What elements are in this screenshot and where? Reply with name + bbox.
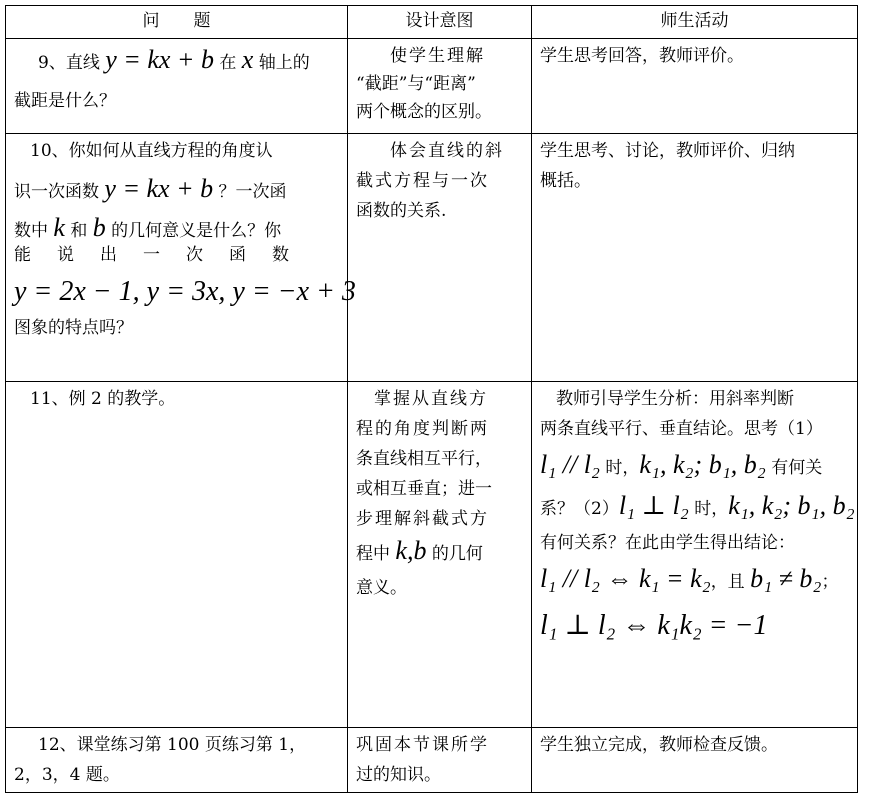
row10-intent-line3: 函数的关系. bbox=[356, 201, 447, 221]
row10-q-line4: 能说出一次函数 bbox=[14, 245, 315, 265]
row11-question bbox=[6, 382, 348, 728]
row9-intent-line1: 使学生理解 bbox=[390, 46, 485, 66]
row10-q-line6: 图象的特点吗？ bbox=[14, 318, 133, 338]
row9-activity bbox=[532, 39, 858, 134]
math-var: x bbox=[241, 45, 254, 74]
row12-q-line1: 12、课堂练习第 100 页练习第 1， bbox=[38, 735, 307, 755]
row10-intent-line2: 截式方程与一次 bbox=[356, 171, 489, 191]
row9-intent-line2: “截距”与“距离” bbox=[356, 74, 476, 94]
header-activity bbox=[532, 6, 858, 39]
text: 轴上的 bbox=[253, 53, 310, 73]
row11-intent-line7: 意义。 bbox=[356, 578, 407, 598]
row11-activity-line1: 教师引导学生分析：用斜率判断 bbox=[556, 389, 794, 409]
row11-intent-line2: 程的角度判断两 bbox=[356, 419, 489, 439]
row11-q-line1: 11、例 2 的教学。 bbox=[30, 389, 176, 409]
row11-intent bbox=[348, 382, 532, 728]
row9-q-line1 bbox=[14, 45, 339, 74]
math-formula: y = 2x − 1, y = 3x, y = −x + 3 bbox=[14, 276, 356, 307]
header-activity-text: 师生活动 bbox=[660, 11, 729, 31]
row10-question bbox=[6, 134, 356, 382]
row12-intent-line1: 巩固本节课所学 bbox=[356, 735, 489, 755]
text: 时， bbox=[688, 499, 729, 519]
text: ； bbox=[821, 572, 839, 592]
row11-intent-line6 bbox=[356, 536, 523, 565]
row11-activity-line7 bbox=[540, 610, 849, 641]
row12-activity-line1: 学生独立完成，教师检查反馈。 bbox=[540, 735, 778, 755]
row11-intent-line4: 或相互垂直；进一 bbox=[356, 479, 492, 499]
text: 的几何意义是什么？你 bbox=[105, 221, 282, 241]
row10-activity-line2: 概括。 bbox=[540, 171, 591, 191]
header-intent bbox=[348, 6, 532, 39]
math-formula: y = kx + b bbox=[104, 174, 214, 203]
row10-intent bbox=[348, 134, 532, 382]
row10-activity bbox=[532, 134, 858, 382]
text: 系？（2） bbox=[540, 499, 619, 519]
header-intent-text: 设计意图 bbox=[405, 11, 474, 31]
math-var: b bbox=[92, 213, 106, 242]
math-formula: l₁ // l₂ ⇔ k₁ = k₂ bbox=[540, 564, 711, 593]
math-formula: k₁, k₂; b₁, b₂ bbox=[728, 491, 855, 520]
row9-activity-line1: 学生思考回答，教师评价。 bbox=[540, 46, 744, 66]
math-formula: y = kx + b bbox=[105, 45, 214, 74]
row10-q-line5 bbox=[14, 276, 356, 307]
text: 数中 bbox=[14, 221, 54, 241]
row10-activity-line1: 学生思考、讨论，教师评价、归纳 bbox=[540, 141, 795, 161]
row11-activity-line6 bbox=[540, 564, 849, 593]
row10-q-line2 bbox=[14, 174, 339, 203]
text: ，且 bbox=[710, 572, 751, 592]
row11-activity-line3 bbox=[540, 450, 849, 479]
math-var: k bbox=[53, 213, 65, 242]
row12-activity bbox=[532, 728, 858, 793]
math-formula: b₁ ≠ b₂ bbox=[750, 564, 822, 593]
row12-q-line2: 2，3，4 题。 bbox=[14, 765, 120, 785]
row9-question bbox=[6, 39, 348, 134]
header-question bbox=[6, 6, 348, 39]
text: 识一次函数 bbox=[14, 182, 105, 202]
header-question-text: 问 题 bbox=[142, 11, 211, 31]
row10-q-line1: 10、你如何从直线方程的角度认 bbox=[30, 141, 273, 161]
text: ？一次函 bbox=[213, 182, 287, 202]
text: 在 bbox=[213, 53, 242, 73]
lesson-table bbox=[5, 5, 858, 793]
math-formula: k₁, k₂; b₁, b₂ bbox=[639, 450, 766, 479]
row11-intent-line1: 掌握从直线方 bbox=[374, 389, 488, 409]
text: 程中 bbox=[356, 544, 396, 564]
text: 时， bbox=[599, 458, 640, 478]
row9-q-line2: 截距是什么？ bbox=[14, 91, 116, 111]
text: 9、直线 bbox=[38, 53, 106, 73]
math-formula: l₁ ⊥ l₂ ⇔ k₁k₂ = −1 bbox=[540, 610, 768, 641]
row10-intent-line1: 体会直线的斜 bbox=[390, 141, 504, 161]
row12-question bbox=[6, 728, 348, 793]
math-formula: l₁ ⊥ l₂ bbox=[618, 491, 689, 520]
row9-intent bbox=[348, 39, 532, 134]
row10-q-line3 bbox=[14, 213, 339, 242]
row12-intent bbox=[348, 728, 532, 793]
row9-intent-line3: 两个概念的区别。 bbox=[356, 102, 492, 122]
row11-activity-line5: 有何关系？在此由学生得出结论： bbox=[540, 533, 795, 553]
math-formula: k,b bbox=[395, 536, 427, 565]
row11-activity bbox=[532, 382, 858, 728]
text: 的几何 bbox=[426, 544, 483, 564]
text: 有何关 bbox=[765, 458, 823, 478]
text: 和 bbox=[64, 221, 93, 241]
row12-intent-line2: 过的知识。 bbox=[356, 765, 441, 785]
math-formula: l₁ // l₂ bbox=[540, 450, 600, 479]
row11-intent-line3: 条直线相互平行， bbox=[356, 449, 492, 469]
row11-intent-line5: 步理解斜截式方 bbox=[356, 509, 489, 529]
row11-activity-line4 bbox=[540, 491, 855, 520]
row11-activity-line2: 两条直线平行、垂直结论。思考（1） bbox=[540, 419, 823, 439]
